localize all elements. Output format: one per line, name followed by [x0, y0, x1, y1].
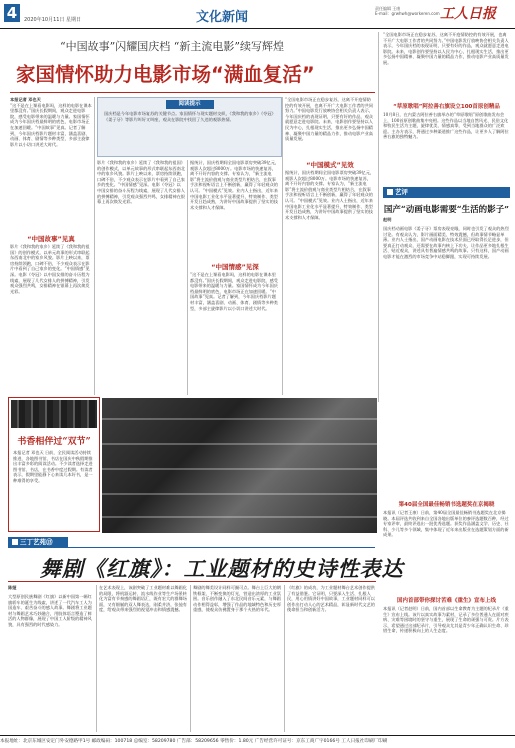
opinion-title: 国产“动画电影需要“生活的影子” [383, 205, 510, 215]
column-divider [282, 97, 283, 395]
lead-subhead-2: “中国情感”见深 [211, 263, 259, 271]
lead-col4-text: “全国电影市场正在稳步复苏，这离不开疫情防控的有效开展，也离不开广大电影工作者的共同努力。”中国电影发行放映协会相关负责人表示，今年国庆档的表现证明，只要有好的作品，观众就愿意走进电影院。未来，电影创作要坚持以人民为中心，扎根现实生活，推出更多弘扬中国精神、凝聚中国力量的精品力作，推动电影产业高质量发展。 [285, 97, 373, 142]
book-reading-box [8, 397, 100, 532]
documentary-title: 国内首部带你探讨苦难《重生》宣布上线 [396, 598, 496, 604]
dance-col2: 在艺术表现上，该剧突破了工业题材难以舞蹈化的局限，将机器运转、流水线作业等生产场景转化为富有节奏感的舞蹈语汇，既有宏大的群舞场面，又有细腻的双人舞表达，刚柔并济，张弛有度，给观众带来强烈的视觉冲击和情感震撼。 [99, 585, 187, 613]
column-divider [190, 585, 191, 732]
column-divider [378, 32, 379, 402]
section-square-icon [12, 539, 18, 545]
book-box-text: 本报记者 邓也天 日前，全民阅读活动持续推进，各地图书馆、书店在国庆中秋假期推出丰富多彩的阅读活动。不少读者选择走进图书馆、书店，在书香中度过假期。有读者表示，假期里能静下心来读几本好书，是一种难得的享受。 [13, 450, 93, 483]
column-divider [94, 97, 95, 395]
library-readers-photo [102, 398, 377, 533]
footer-info: 本报地址：北京东城区安定门外安德路甲1号 邮政编码：100718 总编室：58209780 广告部：58209656 零售价：1.80元 广告经营许可证号：京东工商广字0166号 工人日报社印刷厂印刷 [0, 735, 515, 748]
opinion-byline: 赵明 [383, 217, 392, 222]
section-title: 文化新闻 [196, 10, 249, 25]
newspaper-logo: 工人日报 [440, 6, 496, 22]
right-top-title: “草原歌唱”阿拉善右旗设立100首原创精品 [393, 104, 500, 110]
editor-info [375, 6, 440, 16]
lead-col3-text-b: “这不是在上课看电影吗，这样的电影在课本里都没有。”国庆长假期间，观众走进电影院，感受电影带来的温暖与力量。家国情怀成为今年国庆档最鲜明的底色，电影市场正在加速回暖。“中国故事”见真。记者了解到，今年国庆档影片题材丰富，涵盖喜剧、动画、体育、剧情等多种类型，多部主旋律影片以小切口讲述大时代。 [190, 272, 278, 311]
lead-col1-text: “这不是在上课看电影吗，这样的电影在课本里都没有。”国庆长假期间，观众走进电影院，感受电影带来的温暖与力量。家国情怀成为今年国庆档最鲜明的底色，电影市场正在加速回暖。“中国故事”见真。记者了解到，今年国庆档影片题材丰富，涵盖喜剧、动画、体育、剧情等多种类型，多部主旋律影片以小切口讲述大时代。 [10, 102, 92, 147]
bestseller-title: 第40届全国最佳畅销书选题奖在京揭晓 [398, 502, 495, 508]
right-top-text-a: “全国电影市场正在稳步复苏，这离不开疫情防控的有效开展，也离不开广大电影工作者的共同努力。”中国电影发行放映协会相关负责人表示，今年国庆档的表现证明，只要有好的作品，观众就愿意走进电影院。未来，电影创作要坚持以人民为中心，扎根现实生活，推出更多弘扬中国精神、凝聚中国力量的精品力作，推动电影产业高质量发展。 [383, 32, 509, 65]
dance-col4: 《红旗》的成功，为工业题材舞台艺术创作提供了有益借鉴。它证明，只要深入生活、扎根人民，用心用情讲好中国故事，工业题材同样可以创作出打动人心的艺术精品，彰显新时代文艺的使命担当和创新活力。 [287, 585, 375, 613]
page-number: 4 [4, 4, 20, 22]
lead-subhead-1: “中国故事”见真 [27, 235, 75, 243]
opinion-tag [383, 187, 510, 198]
bestseller-text: 本报讯（记者王康）日前，第40届全国最佳畅销书选题奖在北京揭晓。本届评选共收到来自全国各地出版单位的参评选题数百种，经过专家评审，最终评选出一批优秀选题。获奖作品涵盖文学、历史、社科、少儿等多个领域，集中体现了近年来出版业在选题策划方面的新成果。 [383, 510, 509, 538]
lead-col4-text-b: 据统计，国庆档期间全国电影票房突破39亿元，观影人次超过8000万。电影市场的快速复苏，离不开好内容的支撑。专家认为，“新主流电影”将主流价值观与商业类型片相结合，在叙事手法和视听语言上不断创新，赢得了年轻观众的认可。“中国模式”见效。业内人士指出，近年来中国电影工业化水平显著提升，特效制作、类型开发日趋成熟，为讲好中国故事提供了坚实的技术支撑和人才保障。 [285, 170, 375, 220]
lead-title: 家国情怀助力电影市场“满血复活” [16, 63, 315, 86]
editor-note-text: 国庆档是今年电影市场复苏的关键节点。家国情怀与现实题材交织，《我和我的家乡》《夺冠》《姜子牙》等影片叫好又叫座，观众在影院中找回了久违的观影热情。 [104, 111, 274, 122]
lead-subhead-3: “中国模式”见效 [306, 161, 354, 169]
column-divider [284, 585, 285, 732]
lead-col2-text: 影片《我和我的家乡》延续了《我和我的祖国》的创作模式，以单元故事的形式串联起东西南北中的家乡风貌。影片上映以来，票房持续领跑，口碑不俗，不少观众表示在影片中看到了自己家乡的变化。“中国情感”见深。电影《夺冠》以中国女排的奋斗历程为线索，展现了几代女排人的拼搏精神，引发观众强烈共鸣，女排精神在银幕上再次焕发光彩。 [97, 160, 185, 205]
editor-name: 责任编辑 王康 [375, 6, 401, 11]
opinion-tag-label: 艺评 [395, 188, 408, 196]
lead-byline: 本报记者 邓也天 [10, 97, 41, 102]
issue-date: 2020年10月11日 星期日 [24, 17, 82, 23]
right-top-text: 10月8日，在内蒙古阿拉善右旗举办的“草原歌唱”原创歌曲发布会上，100首原创歌曲集中亮相。这些作品以当地自然风光、民俗文化和牧民生活为主题，旋律优美、情感真挚，受到当地群众的广泛欢迎。主办方表示，将通过多种渠道推广这些作品，让更多人了解阿拉善右旗的独特魅力。 [383, 112, 509, 140]
lead-col1-text-b: 影片《我和我的家乡》延续了《我和我的祖国》的创作模式，以单元故事的形式串联起东西南北中的家乡风貌。影片上映以来，票房持续领跑，口碑不俗，不少观众表示在影片中看到了自己家乡的变化。“中国情感”见深。电影《夺冠》以中国女排的奋斗历程为线索，展现了几代女排人的拼搏精神，引发观众强烈共鸣，女排精神在银幕上再次焕发光彩。 [10, 244, 90, 294]
editor-note-box [97, 97, 282, 157]
opinion-text: 国庆档动画电影《姜子牙》票房表现亮眼，同时也引发了观众的热烈讨论。有观众认为，影片画面精美、特效震撼，但故事情节略显单薄。业内人士指出，国产动画电影在技术层面已经取得长足进步，但要真正打动观众，还需要在故事内核上下功夫，让作品更多地扎根生活、贴近观众，讲述具有普遍情感共鸣的故事。只有这样，国产动画电影才能在激烈的市场竞争中站稳脚跟，实现可持续发展。 [383, 226, 509, 259]
editor-email: E-mail：grwhwh@workeren.com [375, 11, 440, 16]
book-box-title: 书香相伴过“双节” [17, 437, 91, 447]
dance-byline: 陈娅 [8, 585, 17, 590]
column-divider [96, 585, 97, 732]
lead-kicker: “中国故事”闪耀国庆档 “新主流电影”续写辉煌 [60, 40, 284, 53]
title-rule [10, 92, 375, 93]
section-square-icon [387, 189, 393, 195]
art-column-tag [8, 537, 68, 548]
dance-col1: 大型原创民族舞剧《红旗》以新中国第一辆红旗轿车的诞生为线索，讲述了一代汽车工人为国造车、艰苦奋斗的感人故事。舞剧将工业题材与舞蹈艺术巧妙融合，用肢体语言塑造了鲜活的人物群像，展现了中国工人阶级的精神风貌，具有强烈的时代感染力。 [8, 594, 92, 627]
dance-col3: 舞剧的舞美设计同样可圈可点。舞台上巨大的钢铁框架、不断变换的灯光，营造出浓厚的工业氛围。音乐创作融入了东北民间音乐元素，与舞蹈动作相得益彰，增强了作品的地域特色和历史厚重感，使观众仿佛置身于那个火热的年代。 [193, 585, 281, 613]
column-divider [187, 160, 188, 395]
dance-title-rule [8, 581, 376, 582]
editor-note-title: 阅读提示 [166, 100, 214, 109]
bookshelf-photo [11, 400, 97, 428]
dance-drama-title: 舞剧《红旗》：工业题材的史诗性表达 [40, 556, 404, 581]
art-column-tag-label: 三丁艺苑 [20, 538, 46, 546]
art-column-rule [60, 547, 375, 548]
lead-col3-text: 据统计，国庆档期间全国电影票房突破39亿元，观影人次超过8000万。电影市场的快速复苏，离不开好内容的支撑。专家认为，“新主流电影”将主流价值观与商业类型片相结合，在叙事手法和视听语言上不断创新，赢得了年轻观众的认可。“中国模式”见效。业内人士指出，近年来中国电影工业化水平显著提升，特效制作、类型开发日趋成熟，为讲好中国故事提供了坚实的技术支撑和人才保障。 [190, 160, 280, 210]
lead-byline-block [10, 97, 92, 232]
documentary-text: 本报讯（记者赵明）日前，国内首部以生命教育为主题的纪录片《重生》宣布上线。该片以真实故事为素材，记录了多位普通人在面对疾病、灾难等困境时的坚守与重生，展现了生命的顽强与可贵。片方表示，希望通过这部纪录片，引导观众尤其是青少年正确认识生命、珍惜生命，传递积极向上的人生态度。 [383, 606, 509, 634]
art-column-tag-number: ⑬ [46, 538, 53, 546]
